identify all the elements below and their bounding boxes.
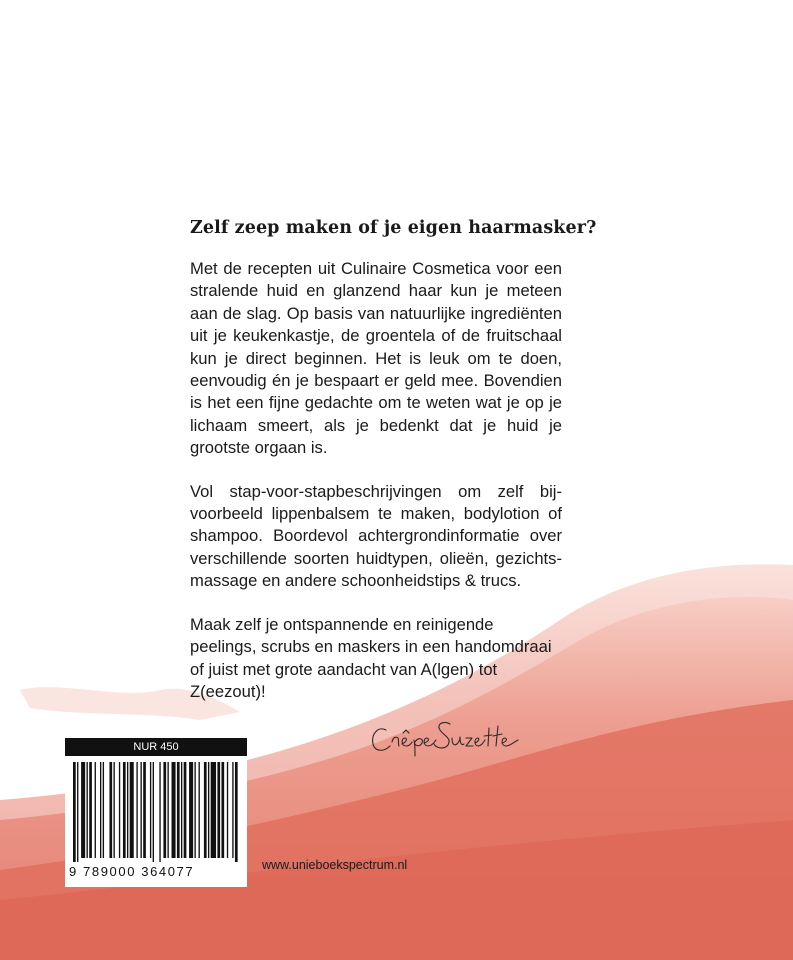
blurb-paragraph: Maak zelf je ontspannende en reinigende peelings, scrubs en maskers in een handomdraai of juist met grote aandacht van A(lgen) tot Z(eezout)! (190, 614, 552, 701)
barcode-bar (172, 762, 176, 858)
barcode-bar (204, 762, 207, 858)
barcode-bar (150, 762, 151, 858)
barcode-bar (113, 762, 114, 858)
barcode-bar (109, 762, 112, 858)
publisher-website: www.unieboekspectrum.nl (262, 858, 408, 872)
barcode-bar (73, 762, 76, 862)
barcode-bar (143, 762, 146, 858)
barcode-bar (199, 762, 200, 858)
barcode-bar (177, 762, 180, 858)
barcode-bar (130, 762, 134, 858)
barcode-bar (217, 762, 220, 858)
blurb-paragraph: Met de recepten uit Culinaire Cosmetica voor een stralende huid en glanzend haar kun je meteen aan de slag. Op basis van natuurlijke ingrediënten uit je keukenkastje, de groentela of de fruitschaal kun je direct beginnen. Het is leuk om te doen, eenvoudig én je bespaart er geld mee. Bovendien is het een fijne gedachte om te weten wat je op je lichaam smeert, als je bedenkt dat je huid je grootste orgaan is. (190, 259, 562, 458)
barcode-bar (136, 762, 137, 858)
barcode-bar (159, 762, 160, 862)
author-signature (368, 712, 528, 762)
barcode-bar (123, 762, 126, 858)
barcode-bar (221, 762, 224, 858)
blurb-title: Zelf zeep maken of je eigen haarmasker? (190, 218, 597, 238)
barcode-bar (87, 762, 88, 858)
barcode-bar (227, 762, 228, 858)
barcode-bar (184, 762, 187, 858)
isbn-barcode-panel (65, 738, 247, 887)
barcode-bar (119, 762, 120, 858)
barcode-bar (232, 762, 233, 858)
barcode-bar (89, 762, 92, 858)
barcode-bar (167, 762, 168, 858)
barcode-bar (140, 762, 141, 858)
barcode-bar (103, 762, 104, 858)
barcode-bar (189, 762, 193, 858)
barcode-bar (208, 762, 209, 858)
barcode-bar (100, 762, 101, 858)
barcode-bar (235, 762, 238, 862)
barcode-bar (181, 762, 182, 858)
barcode-image (71, 762, 241, 862)
blurb (190, 218, 597, 724)
barcode-bar (95, 762, 96, 858)
isbn-digits: 9 789000 364077 (69, 864, 195, 879)
barcode-bar (211, 762, 216, 858)
barcode-bar (81, 762, 85, 858)
blurb-paragraph: Vol stap-voor-stapbeschrijvingen om zelf bij-voorbeeld lippenbalsem te maken, bodylotion of shampoo. Boordevol achtergrondinformatie over verschillende soorten huidtypen, olieën, gezichts-massage en andere schoonheidstips & trucs. (190, 481, 562, 591)
barcode-bar (127, 762, 128, 858)
nur-code-label: NUR 450 (65, 738, 247, 756)
barcode-bar (77, 762, 78, 862)
barcode-bar (163, 762, 166, 858)
barcode-bar (153, 762, 154, 862)
barcode-bar (194, 762, 195, 858)
